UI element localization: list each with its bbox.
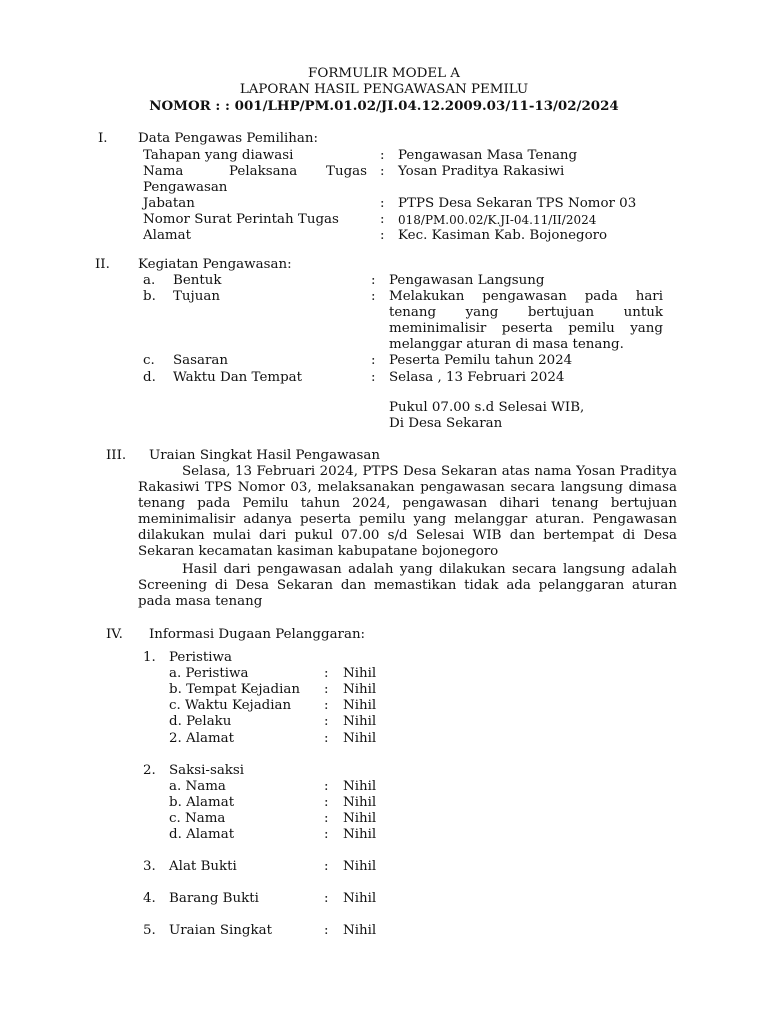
colon: : bbox=[324, 731, 329, 746]
colon: : bbox=[324, 811, 329, 826]
uraian-p1-line-2: Rakasiwi TPS Nomor 03, melaksanakan pengawasan secara langsung dimasa bbox=[138, 480, 677, 495]
surat-tugas-value: 018/PM.00.02/K.JI-04.11/II/2024 bbox=[398, 213, 597, 227]
saksi-title: Saksi-saksi bbox=[169, 763, 245, 778]
colon: : bbox=[324, 859, 329, 874]
uraian-p1-line-4: meminimalisir adanya peserta pemilu yang melanggar aturan. Pengawasan bbox=[138, 512, 677, 527]
alat-bukti-label: Alat Bukti bbox=[169, 859, 237, 874]
list-item-value: Nihil bbox=[343, 714, 377, 729]
document-number bbox=[0, 98, 768, 114]
barang-bukti-number: 4. bbox=[143, 891, 156, 906]
list-item: c. Nama bbox=[169, 811, 226, 826]
waktu-label: Waktu Dan Tempat bbox=[173, 370, 303, 385]
list-item: a. Nama bbox=[169, 779, 226, 794]
alamat-label: Alamat bbox=[143, 228, 191, 243]
bentuk-letter: a. bbox=[143, 273, 156, 288]
list-item: b. Tempat Kejadian bbox=[169, 682, 300, 697]
uraian-singkat-value: Nihil bbox=[343, 923, 377, 938]
document-page: FORMULIR MODEL A LAPORAN HASIL PENGAWASAN PEMILU NOMOR : : 001/LHP/PM.01.02/JI.04.12.2009.03/11-13/02/2024 I. Data Pengawas Pemilihan: Tahapan yang diawasi : Pengawasan Masa Tenang Nama Pelaksana Tugas Pengawasan : Yosan Praditya Rakasiwi Jabatan : PTPS Desa Sekaran TPS Nomor 03 Nomor Surat Perintah Tugas : 018/PM.00.02/K.JI-04.11/II/2024 Alamat : Kec. Kasiman Kab. Bojonegoro II. Kegiatan Pengawasan: a. Bentuk : Pengawasan Langsung b. Tujuan : Melakukan pengawasan pada hari tenang yang bertujuan untuk meminimalisir peserta pemilu yang melanggar aturan di masa tenang. c. Sasaran : Peserta Pemilu tahun 2024 d. Waktu Dan Tempat : Selasa , 13 Februari 2024 Pukul 07.00 s.d Selesai WIB, Di Desa Sekaran III. Uraian Singkat Hasil Pengawasan Selasa, 13 Februari 2024, PTPS Desa Sekaran atas nama Yosan Praditya Rakasiwi TPS Nomor 03, melaksanakan pengawasan secara langsung dimasa tenang pada Pemilu tahun 2024, pengawasan dihari tenang bertujuan meminimalisir adanya peserta pemilu yang melanggar aturan. Pengawasan dilakukan mulai dari pukul 07.00 s/d Selesai WIB dan bertempat di Desa Sekaran kecamatan kasiman kabupatane bojonegoro Hasil dari pengawasan adalah yang dilakukan secara langsung adalah Screening di Desa Sekaran dan memastikan tidak ada pelanggaran aturan pada masa tenang IV. Informasi Dugaan Pelanggaran: 1. Peristiwa a. Peristiwa : Nihil b. Tempat Kejadian : Nihil c. Waktu Kejadian : Nihil d. Pelaku : Nihil 2. Alamat : Nihil 2. Saksi-saksi a. Nama : Nihil b. Alamat : Nihil c. Nama : Nihil d. Alamat : Nihil 3. Alat Bukti : Nihil 4. Barang Bukti : Nihil 5. Uraian Singkat : Nihil bbox=[0, 0, 768, 1024]
uraian-p1-line-3: tenang pada Pemilu tahun 2024, pengawasan dihari tenang bertujuan bbox=[138, 496, 677, 511]
surat-tugas-label: Nomor Surat Perintah Tugas bbox=[143, 212, 339, 227]
uraian-p1-line-6: Sekaran kecamatan kasiman kabupatane bojonegoro bbox=[138, 544, 499, 559]
alat-bukti-number: 3. bbox=[143, 859, 156, 874]
colon: : bbox=[380, 164, 385, 179]
uraian-singkat-number: 5. bbox=[143, 923, 156, 938]
peristiwa-number: 1. bbox=[143, 650, 156, 665]
colon: : bbox=[380, 196, 385, 211]
bentuk-value: Pengawasan Langsung bbox=[389, 273, 545, 288]
report-title: LAPORAN HASIL PENGAWASAN PEMILU bbox=[239, 82, 529, 97]
list-item: d. Pelaku bbox=[169, 714, 232, 729]
tahapan-value: Pengawasan Masa Tenang bbox=[398, 148, 578, 163]
list-item-value: Nihil bbox=[343, 698, 377, 713]
list-item: b. Alamat bbox=[169, 795, 235, 810]
barang-bukti-value: Nihil bbox=[343, 891, 377, 906]
nomor-value: 001/LHP/PM.01.02/JI.04.12.2009.03/11-13/02/2024 bbox=[234, 98, 619, 114]
colon: : bbox=[380, 228, 385, 243]
section-1-number: I. bbox=[98, 131, 108, 146]
colon: : bbox=[380, 212, 385, 227]
nomor-label: NOMOR : : bbox=[149, 98, 230, 114]
colon: : bbox=[324, 666, 329, 681]
waktu-place: Di Desa Sekaran bbox=[389, 416, 503, 431]
tujuan-letter: b. bbox=[143, 289, 156, 304]
jabatan-value: PTPS Desa Sekaran TPS Nomor 03 bbox=[398, 196, 637, 211]
colon: : bbox=[371, 370, 376, 385]
section-1-title: Data Pengawas Pemilihan: bbox=[138, 131, 319, 146]
list-item-value: Nihil bbox=[343, 811, 377, 826]
waktu-time: Pukul 07.00 s.d Selesai WIB, bbox=[389, 400, 585, 415]
uraian-p2-line-3: pada masa tenang bbox=[138, 594, 263, 609]
section-3-title: Uraian Singkat Hasil Pengawasan bbox=[149, 448, 380, 463]
alamat-value: Kec. Kasiman Kab. Bojonegoro bbox=[398, 228, 608, 243]
sasaran-letter: c. bbox=[143, 353, 155, 368]
colon: : bbox=[324, 779, 329, 794]
colon: : bbox=[324, 795, 329, 810]
list-item-value: Nihil bbox=[343, 682, 377, 697]
list-item: c. Waktu Kejadian bbox=[169, 698, 292, 713]
barang-bukti-label: Barang Bukti bbox=[169, 891, 259, 906]
colon: : bbox=[371, 353, 376, 368]
tujuan-line-1: Melakukan pengawasan pada hari bbox=[389, 289, 663, 304]
list-item-value: Nihil bbox=[343, 827, 377, 842]
list-item-value: Nihil bbox=[343, 779, 377, 794]
tujuan-line-3: meminimalisir peserta pemilu yang bbox=[389, 321, 663, 336]
sasaran-value: Peserta Pemilu tahun 2024 bbox=[389, 353, 573, 368]
colon: : bbox=[371, 289, 376, 304]
alat-bukti-value: Nihil bbox=[343, 859, 377, 874]
waktu-letter: d. bbox=[143, 370, 156, 385]
section-2-number: II. bbox=[95, 257, 110, 272]
list-item-value: Nihil bbox=[343, 795, 377, 810]
colon: : bbox=[371, 273, 376, 288]
form-title: FORMULIR MODEL A bbox=[308, 66, 460, 81]
section-3-number: III. bbox=[106, 448, 127, 463]
uraian-p2-line-1: Hasil dari pengawasan adalah yang dilakukan secara langsung adalah bbox=[182, 562, 677, 577]
nama-value: Yosan Praditya Rakasiwi bbox=[398, 164, 565, 179]
section-4-number: IV. bbox=[106, 627, 123, 642]
bentuk-label: Bentuk bbox=[173, 273, 222, 288]
list-item: 2. Alamat bbox=[169, 731, 235, 746]
uraian-p2-line-2: Screening di Desa Sekaran dan memastikan tidak ada pelanggaran aturan bbox=[138, 578, 677, 593]
colon: : bbox=[324, 698, 329, 713]
colon: : bbox=[324, 923, 329, 938]
uraian-singkat-label: Uraian Singkat bbox=[169, 923, 272, 938]
sasaran-label: Sasaran bbox=[173, 353, 229, 368]
colon: : bbox=[324, 682, 329, 697]
list-item-value: Nihil bbox=[343, 666, 377, 681]
tujuan-line-4: melanggar aturan di masa tenang. bbox=[389, 337, 624, 352]
saksi-number: 2. bbox=[143, 763, 156, 778]
waktu-value: Selasa , 13 Februari 2024 bbox=[389, 370, 565, 385]
section-2-title: Kegiatan Pengawasan: bbox=[138, 257, 292, 272]
tujuan-label: Tujuan bbox=[173, 289, 220, 304]
list-item-value: Nihil bbox=[343, 731, 377, 746]
list-item: a. Peristiwa bbox=[169, 666, 249, 681]
colon: : bbox=[380, 148, 385, 163]
uraian-p1-line-1: Selasa, 13 Februari 2024, PTPS Desa Sekaran atas nama Yosan Praditya bbox=[182, 464, 677, 479]
colon: : bbox=[324, 891, 329, 906]
uraian-p1-line-5: dilakukan mulai dari pukul 07.00 s/d Selesai WIB dan bertempat di Desa bbox=[138, 528, 677, 543]
peristiwa-title: Peristiwa bbox=[169, 650, 232, 665]
nama-pelaksana-label-cont: Pengawasan bbox=[143, 180, 228, 195]
jabatan-label: Jabatan bbox=[143, 196, 195, 211]
colon: : bbox=[324, 827, 329, 842]
tujuan-line-2: tenang yang bertujuan untuk bbox=[389, 305, 663, 320]
section-4-title: Informasi Dugaan Pelanggaran: bbox=[149, 627, 366, 642]
colon: : bbox=[324, 714, 329, 729]
list-item: d. Alamat bbox=[169, 827, 235, 842]
tahapan-label: Tahapan yang diawasi bbox=[143, 148, 294, 163]
